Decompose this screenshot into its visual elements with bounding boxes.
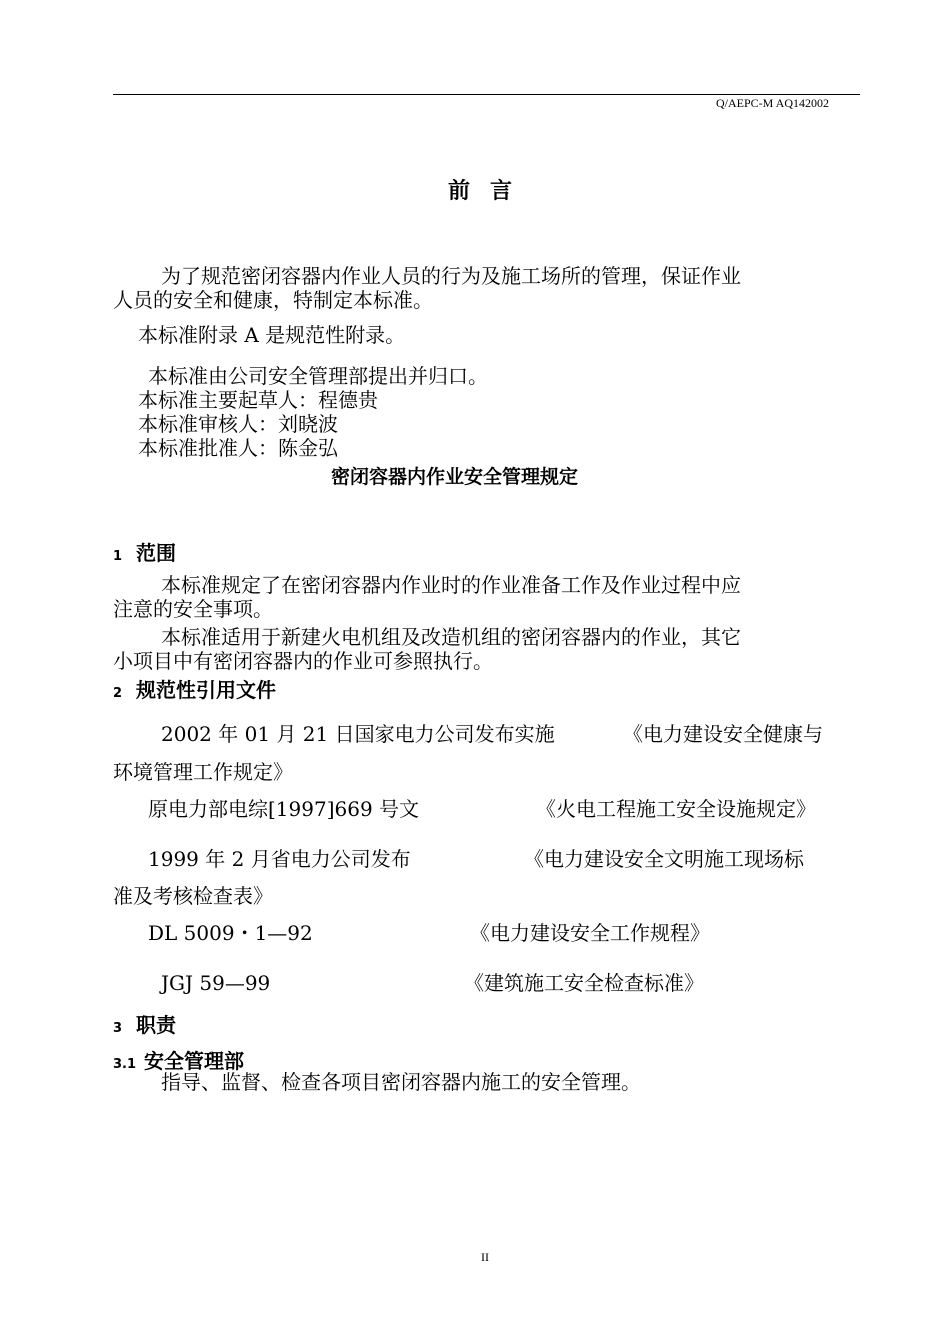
preface-para1-line1: 为了规范密闭容器内作业人员的行为及施工场所的管理，保证作业	[161, 264, 741, 288]
reference-title: 《电力建设安全健康与	[623, 722, 823, 746]
section-title: 规范性引用文件	[136, 678, 277, 702]
section-number: 2	[113, 686, 123, 701]
reference-title-cont: 准及考核检查表》	[113, 884, 273, 908]
page-number: II	[481, 1250, 489, 1264]
section-title: 范围	[136, 541, 177, 565]
reference-title-cont: 环境管理工作规定》	[113, 760, 293, 784]
preface-reviewer: 本标准审核人：刘晓波	[138, 412, 338, 436]
reference-title: 《建筑施工安全检查标准》	[464, 971, 704, 995]
reference-source: 1999 年 2 月省电力公司发布	[148, 847, 411, 871]
section-number: 1	[113, 549, 123, 564]
section-2-heading	[113, 674, 276, 703]
preface-title: 前言	[448, 179, 533, 204]
header-rule	[113, 94, 860, 95]
section-number: 3	[113, 1021, 123, 1036]
preface-approver: 本标准批准人：陈金弘	[138, 436, 338, 460]
section-1-p2-line2: 小项目中有密闭容器内的作业可参照执行。	[113, 649, 493, 673]
preface-appendix-note: 本标准附录 A 是规范性附录。	[138, 323, 406, 347]
section-1-p1-line2: 注意的安全事项。	[113, 597, 273, 621]
preface-drafter: 本标准主要起草人：程德贵	[138, 388, 378, 412]
section-3-1-text: 指导、监督、检查各项目密闭容器内施工的安全管理。	[161, 1070, 641, 1094]
reference-source: JGJ 59—99	[161, 971, 271, 995]
preface-para1-line2: 人员的安全和健康，特制定本标准。	[113, 288, 433, 312]
reference-title: 《火电工程施工安全设施规定》	[536, 797, 816, 821]
section-3-heading	[113, 1009, 176, 1038]
document-title: 密闭容器内作业安全管理规定	[331, 466, 579, 488]
subsection-title: 安全管理部	[144, 1049, 245, 1073]
section-1-heading	[113, 537, 176, 566]
reference-source: 2002 年 01 月 21 日国家电力公司发布实施	[161, 722, 555, 746]
section-1-p1-line1: 本标准规定了在密闭容器内作业时的作业准备工作及作业过程中应	[161, 573, 741, 597]
reference-source: DL 5009・1—92	[148, 921, 313, 945]
section-title: 职责	[136, 1013, 177, 1037]
reference-title: 《电力建设安全文明施工现场标	[524, 847, 804, 871]
reference-source: 原电力部电综[1997]669 号文	[148, 797, 420, 821]
document-code: Q/AEPC-M AQ142002	[716, 96, 830, 110]
reference-title: 《电力建设安全工作规程》	[470, 921, 710, 945]
subsection-number: 3.1	[113, 1057, 137, 1072]
preface-proposer: 本标准由公司安全管理部提出并归口。	[148, 364, 488, 388]
section-1-p2-line1: 本标准适用于新建火电机组及改造机组的密闭容器内的作业，其它	[161, 625, 741, 649]
